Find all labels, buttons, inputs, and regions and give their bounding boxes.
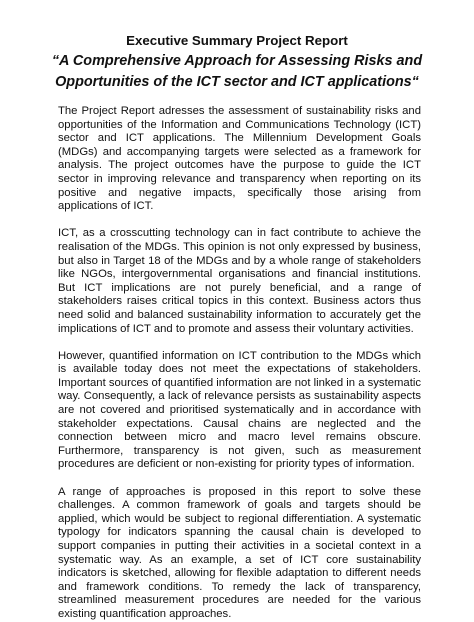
subtitle-line-1: “A Comprehensive Approach for Assessing Risks and — [51, 53, 423, 69]
document-body — [58, 105, 421, 622]
document-subtitle — [0, 51, 474, 93]
paragraph-ict-contribution: ICT, as a crosscutting technology can in fact contribute to achieve the realisation of the MDGs. This opinion is not only expressed by business, but also in Target 18 of the MDGs and by a whole range of stakeholders like NGOs, intergovernmental organisations and financial institutions. But ICT implications are not purely beneficial, and a range of stakeholders raises critical topics in this context. Business actors thus need solid and balanced sustainability information to accurately get the implications of ICT and to promote and assess their voluntary activities. — [58, 227, 421, 335]
paragraph-quantified-information: However, quantified information on ICT contribution to the MDGs which is available today does not meet the expectations of stakeholders. Important sources of quantified information are not linked in a systematic way. Consequently, a lack of relevance persists as sustainability aspects are not covered and prioritised systematically and in accordance with stakeholder expectations. Causal chains are neglected and the connection between micro and macro level remains obscure. Furthermore, transparency is not given, such as measurement procedures are deficient or non-existing for priority types of information. — [58, 349, 421, 471]
paragraph-introduction: The Project Report adresses the assessment of sustainability risks and opportunities of the Information and Communications Technology (ICT) sector and ICT applications. The Millennium Development Goals (MDGs) and accompanying targets were selected as a framework for analysis. The project outcomes have the purpose to guide the ICT sector in improving relevance and transparency when reporting on its positive and negative impacts, specifically those arising from applications of ICT. — [58, 105, 421, 213]
paragraph-proposed-approaches: A range of approaches is proposed in this report to solve these challenges. A common framework of goals and targets should be applied, which would be subject to regional differentiation. A systematic typology for indicators spanning the causal chain is developed to support companies in putting their activities in a societal context in a systematic way. As an example, a set of ICT core sustainability indicators is sketched, allowing for flexible adaptation to different needs and framework conditions. To remedy the lack of transparency, streamlined measurement procedures are needed for the various existing quantification approaches. — [58, 485, 421, 620]
subtitle-line-2: Opportunities of the ICT sector and ICT applications“ — [55, 74, 419, 90]
document-header — [0, 32, 474, 93]
document-title: Executive Summary Project Report — [126, 33, 348, 48]
